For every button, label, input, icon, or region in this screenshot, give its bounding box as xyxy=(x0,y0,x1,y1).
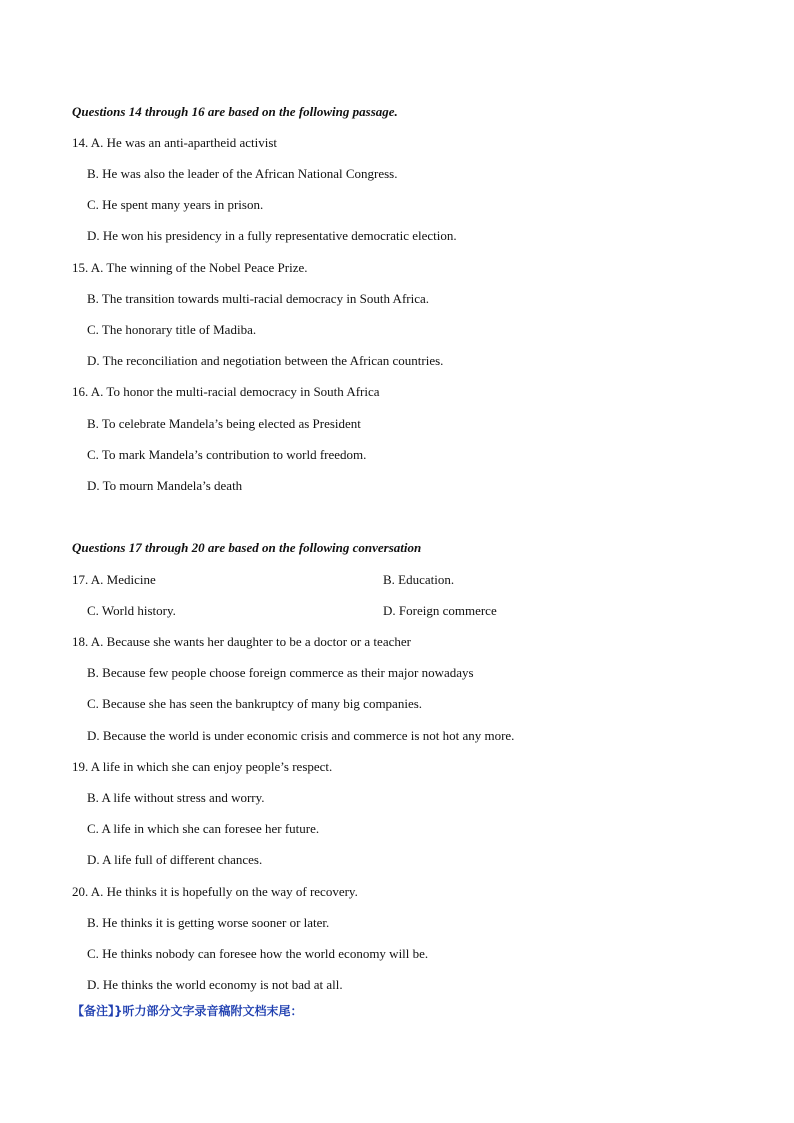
q19-option-a: 19. A life in which she can enjoy people’s respect. xyxy=(72,759,333,774)
q20-option-b: B. He thinks it is getting worse sooner or later. xyxy=(87,915,330,930)
q14-option-d: D. He won his presidency in a fully representative democratic election. xyxy=(87,228,457,243)
q16-option-a: 16. A. To honor the multi-racial democracy in South Africa xyxy=(72,384,380,399)
q19-option-c: C. A life in which she can foresee her future. xyxy=(87,821,320,836)
q19-option-d: D. A life full of different chances. xyxy=(87,852,263,867)
q20-option-d: D. He thinks the world economy is not bad at all. xyxy=(87,977,343,992)
q17-option-c: C. World history. xyxy=(87,603,176,618)
q16-option-c: C. To mark Mandela’s contribution to world freedom. xyxy=(87,447,367,462)
q14-option-a: 14. A. He was an anti-apartheid activist xyxy=(72,135,278,150)
q15-option-d: D. The reconciliation and negotiation between the African countries. xyxy=(87,353,444,368)
transcript-note: 【备注】}听力部分文字录音稿附文档末尾： xyxy=(72,1004,303,1018)
q17-option-a: 17. A. Medicine xyxy=(72,572,156,587)
section-heading-17-20: Questions 17 through 20 are based on the following conversation xyxy=(72,540,422,555)
q20-option-c: C. He thinks nobody can foresee how the world economy will be. xyxy=(87,946,429,961)
q15-option-a: 15. A. The winning of the Nobel Peace Prize. xyxy=(72,260,308,275)
q18-option-b: B. Because few people choose foreign commerce as their major nowadays xyxy=(87,665,474,680)
q14-option-c: C. He spent many years in prison. xyxy=(87,197,264,212)
q15-option-c: C. The honorary title of Madiba. xyxy=(87,322,257,337)
q18-option-c: C. Because she has seen the bankruptcy of many big companies. xyxy=(87,696,423,711)
q17-option-d: D. Foreign commerce xyxy=(383,603,497,618)
q18-option-d: D. Because the world is under economic crisis and commerce is not hot any more. xyxy=(87,728,515,743)
section-heading-14-16: Questions 14 through 16 are based on the following passage. xyxy=(72,104,398,119)
q20-option-a: 20. A. He thinks it is hopefully on the way of recovery. xyxy=(72,884,358,899)
q14-option-b: B. He was also the leader of the African National Congress. xyxy=(87,166,398,181)
q16-option-d: D. To mourn Mandela’s death xyxy=(87,478,243,493)
q19-option-b: B. A life without stress and worry. xyxy=(87,790,265,805)
q16-option-b: B. To celebrate Mandela’s being elected as President xyxy=(87,416,361,431)
q18-option-a: 18. A. Because she wants her daughter to be a doctor or a teacher xyxy=(72,634,411,649)
q17-option-b: B. Education. xyxy=(383,572,455,587)
q15-option-b: B. The transition towards multi-racial democracy in South Africa. xyxy=(87,291,430,306)
